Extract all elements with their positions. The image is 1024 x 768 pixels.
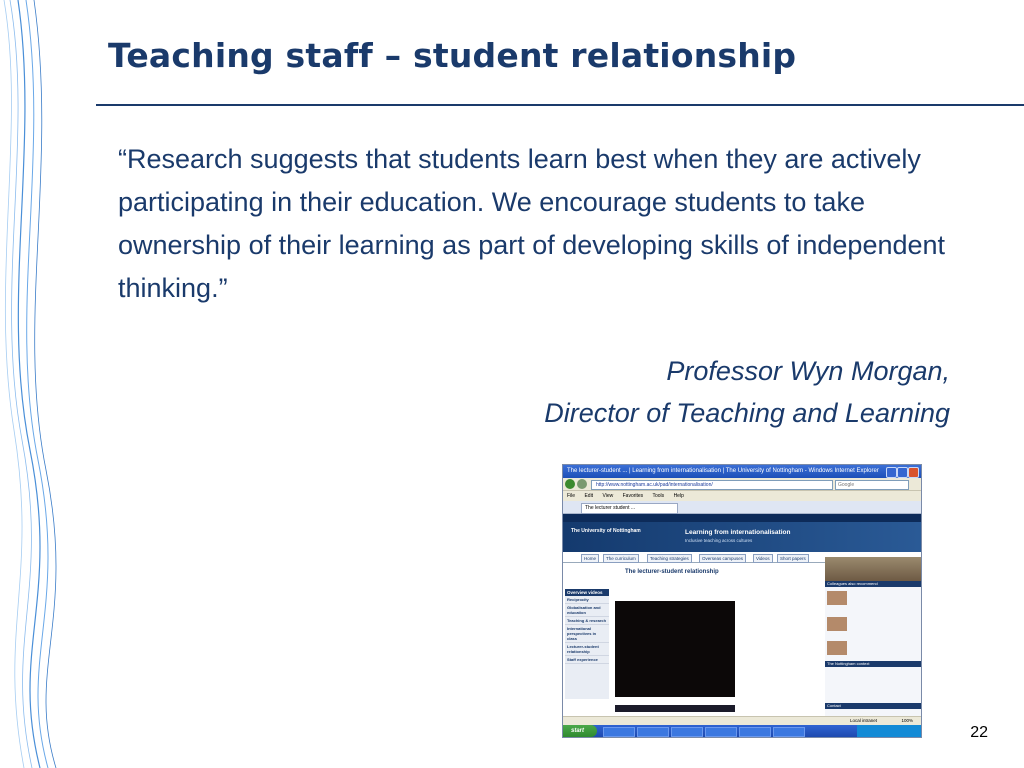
- right-heading: Colleagues also recommend: [825, 581, 922, 587]
- quote-text: “Research suggests that students learn best when they are actively participating in their education. We encourage students to take ownership of their learning as part of developing skills of independent thinking.”: [118, 144, 946, 303]
- menu-item: View: [602, 493, 614, 499]
- forward-icon: [577, 479, 587, 489]
- banner-subtitle: Inclusive teaching across cultures: [685, 538, 753, 543]
- slide-title: Teaching staff – student relationship: [108, 36, 797, 75]
- menu-item: File: [567, 493, 576, 499]
- university-logo: The University of Nottingham: [571, 528, 641, 534]
- decorative-swoosh-lines: [0, 0, 70, 768]
- screenshot-url-field: http://www.nottingham.ac.uk/pad/internationalisation/: [591, 480, 833, 490]
- site-tab: Videos: [753, 554, 773, 563]
- building-photo: [825, 557, 921, 581]
- nav-item: International perspectives in class: [565, 625, 609, 643]
- screenshot-left-nav: [565, 589, 609, 699]
- screenshot-search-box: Google: [835, 480, 909, 490]
- nav-item: Lecturer-student relationship: [565, 643, 609, 656]
- site-tab: The curriculum: [603, 554, 639, 563]
- menu-item: Edit: [584, 493, 594, 499]
- screenshot-browser-tab: The lecturer student ...: [581, 503, 678, 514]
- menu-item: Favorites: [622, 493, 644, 499]
- minimize-icon: [886, 467, 897, 478]
- nav-heading: Overview videos: [565, 589, 609, 596]
- nav-item: Teaching & research: [565, 617, 609, 625]
- status-text: Local intranet: [849, 718, 877, 723]
- screenshot-status-bar: [563, 716, 921, 725]
- attribution: [544, 350, 950, 434]
- screenshot-menu-bar: [563, 491, 921, 501]
- maximize-icon: [897, 467, 908, 478]
- taskbar-item: [603, 727, 635, 737]
- video-thumbnail: [827, 617, 847, 631]
- screenshot-taskbar: [563, 725, 921, 737]
- taskbar-item: [705, 727, 737, 737]
- site-tab: Teaching strategies: [647, 554, 692, 563]
- screenshot-address-bar: [563, 478, 921, 491]
- taskbar-item: [773, 727, 805, 737]
- taskbar-item: [671, 727, 703, 737]
- screenshot-site-banner: [563, 522, 921, 552]
- system-tray: [857, 725, 921, 737]
- right-heading: Contact: [825, 703, 922, 709]
- video-controls: [615, 705, 735, 712]
- screenshot-video-player: [615, 601, 735, 697]
- title-divider: [96, 104, 1024, 106]
- right-heading: The Nottingham context: [825, 661, 922, 667]
- nav-item: Staff experience: [565, 656, 609, 664]
- video-thumbnail: [827, 591, 847, 605]
- close-icon: [908, 467, 919, 478]
- banner-title: Learning from internationalisation: [685, 529, 791, 536]
- taskbar-item: [637, 727, 669, 737]
- menu-item: Help: [673, 493, 684, 499]
- site-tab: Overseas campuses: [699, 554, 746, 563]
- zoom-level: 100%: [901, 718, 913, 723]
- nav-item: Reciprocity: [565, 596, 609, 604]
- screenshot-page-heading: The lecturer-student relationship: [625, 569, 719, 575]
- attribution-role: Director of Teaching and Learning: [544, 398, 950, 428]
- menu-item: Tools: [652, 493, 665, 499]
- video-thumbnail: [827, 641, 847, 655]
- screenshot-page-content: [563, 563, 921, 723]
- page-number: 22: [970, 724, 988, 741]
- screenshot-window-titlebar: [563, 465, 921, 478]
- screenshot-window-title: The lecturer-student ... | Learning from internationalisation | The University of Nottingham - Windows Internet Explorer: [567, 468, 879, 474]
- screenshot-right-column: [825, 557, 921, 723]
- screenshot-crumb-bar: [563, 514, 921, 522]
- attribution-name: Professor Wyn Morgan,: [666, 356, 950, 386]
- embedded-browser-screenshot: [562, 464, 922, 738]
- back-icon: [565, 479, 575, 489]
- site-tab: Home: [581, 554, 599, 563]
- taskbar-item: [739, 727, 771, 737]
- site-tab: Short papers: [777, 554, 809, 563]
- screenshot-tab-strip: [563, 501, 921, 514]
- nav-item: Globalisation and education: [565, 604, 609, 617]
- start-button: start: [563, 725, 597, 737]
